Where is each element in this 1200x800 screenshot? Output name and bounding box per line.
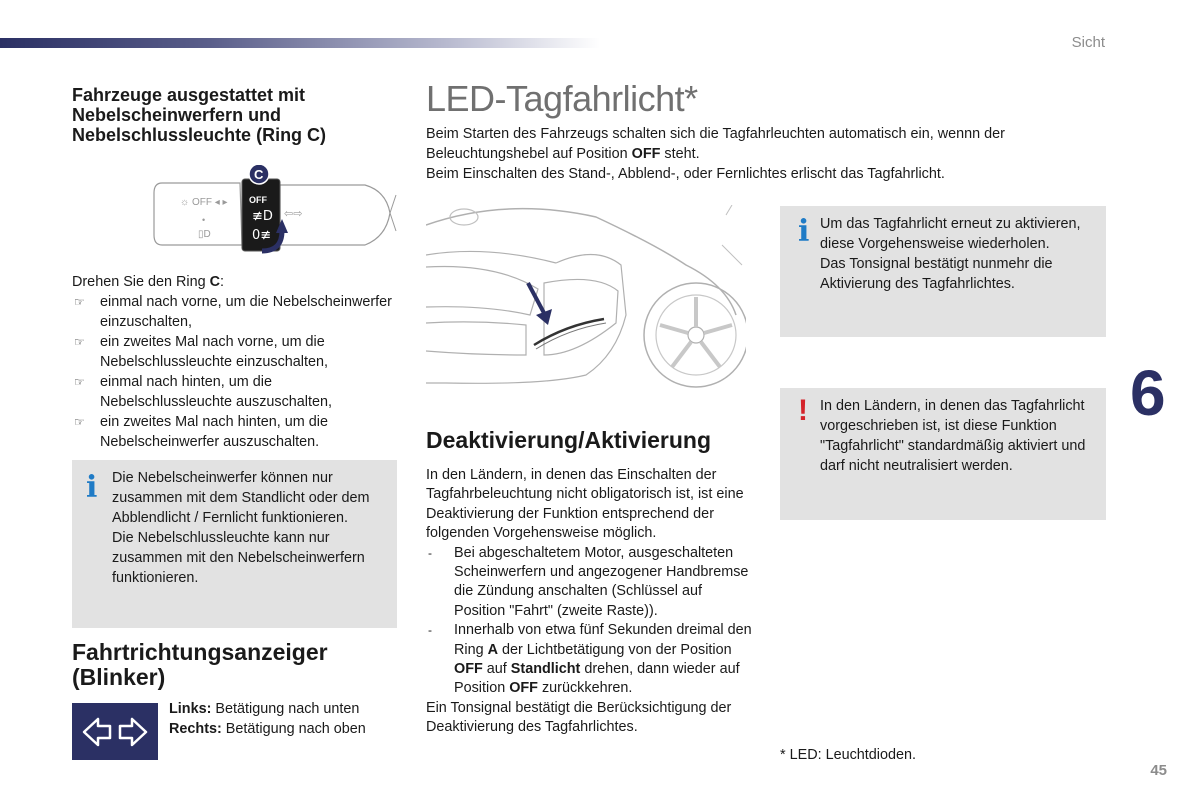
car-front-illustration [426, 205, 746, 420]
fog-front-icon: ≢D [252, 209, 273, 224]
fog-steps-list [72, 292, 392, 452]
fog-lights-heading: Fahrzeuge ausgestattet mit Nebelscheinwerfern und Nebelschlussleuchte (Ring C) [72, 85, 327, 145]
led-intro: Beim Starten des Fahrzeugs schalten sich die Tagfahrleuchten automatisch ein, wennn der Beleuchtungshebel auf Position OFF steht. Beim Einschalten des Stand-, Abblend-, oder Fernlichtes erlischt das Tagfahrlicht. [426, 126, 1005, 182]
warning-exclamation-icon: ! [798, 394, 808, 427]
hand-pointer-icon: ☞ [74, 375, 85, 389]
main-title-wrap [426, 78, 826, 120]
info-icon: i [798, 214, 810, 249]
list-item: - Bei abgeschaltetem Motor, ausgeschalteten Scheinwerfern und angezogener Handbremse die Zündung anschalten (Schlüssel auf Position "Fahrt" (zweite Raste)). [428, 544, 749, 619]
list-item: ☞ einmal nach vorne, um die Nebelscheinwerfer einzuschalten, [74, 294, 392, 330]
hand-pointer-icon: ☞ [74, 295, 85, 309]
turn-signal-arrows-box [72, 703, 158, 760]
blinker-heading: Fahrtrichtungsanzeiger (Blinker) [72, 639, 328, 690]
main-title: LED-Tagfahrlicht* [426, 78, 698, 119]
fog-info-box: i Die Nebelscheinwerfer können nur zusammen mit dem Standlicht oder dem Abblendlicht / Fernlicht funktionieren. Die Nebelschlussleuchte kann nur zusammen mit den Nebelscheinwerfern funktionieren. [72, 460, 397, 628]
list-item: ☞ ein zweites Mal nach vorne, um die Nebelschlussleuchte einzuschalten, [74, 334, 328, 370]
arrow-right-icon [120, 719, 146, 745]
fog-intro: Drehen Sie den Ring C: [72, 274, 225, 290]
chapter-number: 6 [1130, 357, 1166, 429]
info-icon: i [86, 470, 98, 505]
list-item: ☞ einmal nach hinten, um die Nebelschlussleuchte auszuschalten, [74, 374, 332, 410]
section-label: Sicht [1071, 34, 1105, 51]
fog-lights-heading-wrap [72, 85, 382, 145]
header-gradient-bar [0, 38, 600, 48]
list-item: ☞ ein zweites Mal nach hinten, um die Nebelscheinwerfer auszuschalten. [74, 414, 328, 450]
hand-pointer-icon: ☞ [74, 415, 85, 429]
stalk-off-label: OFF [249, 195, 267, 205]
light-stalk-illustration [150, 165, 400, 265]
deactivation-text: In den Ländern, in denen das Einschalten der Tagfahrbeleuchtung nicht obligatorisch ist, ist eine Deaktivierung der Funktion entsprechend der folgenden Vorgehensweise möglich. - Bei abgeschaltetem Motor, ausgeschalteten Scheinwerfern und angezogener Handbremse die Zündung anschalten (Schlüssel auf Position "Fahrt" (zweite Raste)). - Innerhalb von etwa fünf Sekunden dreimal den Ring A der Lichtbetätigung von der Position OFF auf Standlicht drehen, dann wieder auf Position OFF zurückkehren. Ein Tonsignal bestätigt die Berücksichtigung der Deaktivierung des Tagfahrlichtes. [426, 466, 756, 738]
blinker-text: Links: Betätigung nach unten Rechts: Betätigung nach oben [169, 701, 366, 737]
arrow-left-icon [84, 719, 110, 745]
svg-text:▯D: ▯D [198, 229, 211, 240]
list-item: - Innerhalb von etwa fünf Sekunden dreimal den Ring A der Lichtbetätigung von der Position OFF auf Standlicht drehen, dann wieder auf Position OFF zurückkehren. [428, 622, 752, 697]
blinker-heading-wrap [72, 640, 392, 690]
page-number: 45 [1150, 762, 1167, 779]
svg-text:•: • [202, 215, 206, 225]
footnote: * LED: Leuchtdioden. [780, 747, 917, 763]
deactivation-heading-wrap [426, 428, 756, 453]
hand-pointer-icon: ☞ [74, 335, 85, 349]
fog-rear-icon: 0≢ [252, 228, 272, 243]
reactivation-info-box: i Um das Tagfahrlicht erneut zu aktivieren, diese Vorgehensweise wiederholen. Das Tonsignal bestätigt nunmehr die Aktivierung des Tagfahrlichtes. [780, 206, 1106, 337]
svg-text:⇦⇨: ⇦⇨ [284, 208, 303, 220]
fog-instructions [72, 272, 392, 452]
warning-box: ! In den Ländern, in denen das Tagfahrlicht vorgeschrieben ist, ist diese Funktion "Tagfahrlicht" standardmäßig aktiviert und darf nicht neutralisiert werden. [780, 388, 1106, 520]
svg-text:☼ OFF ◂ ▸: ☼ OFF ◂ ▸ [180, 197, 228, 208]
svg-text:C: C [254, 167, 264, 182]
deactivation-heading: Deaktivierung/Aktivierung [426, 427, 712, 453]
deactivation-steps [426, 544, 756, 699]
